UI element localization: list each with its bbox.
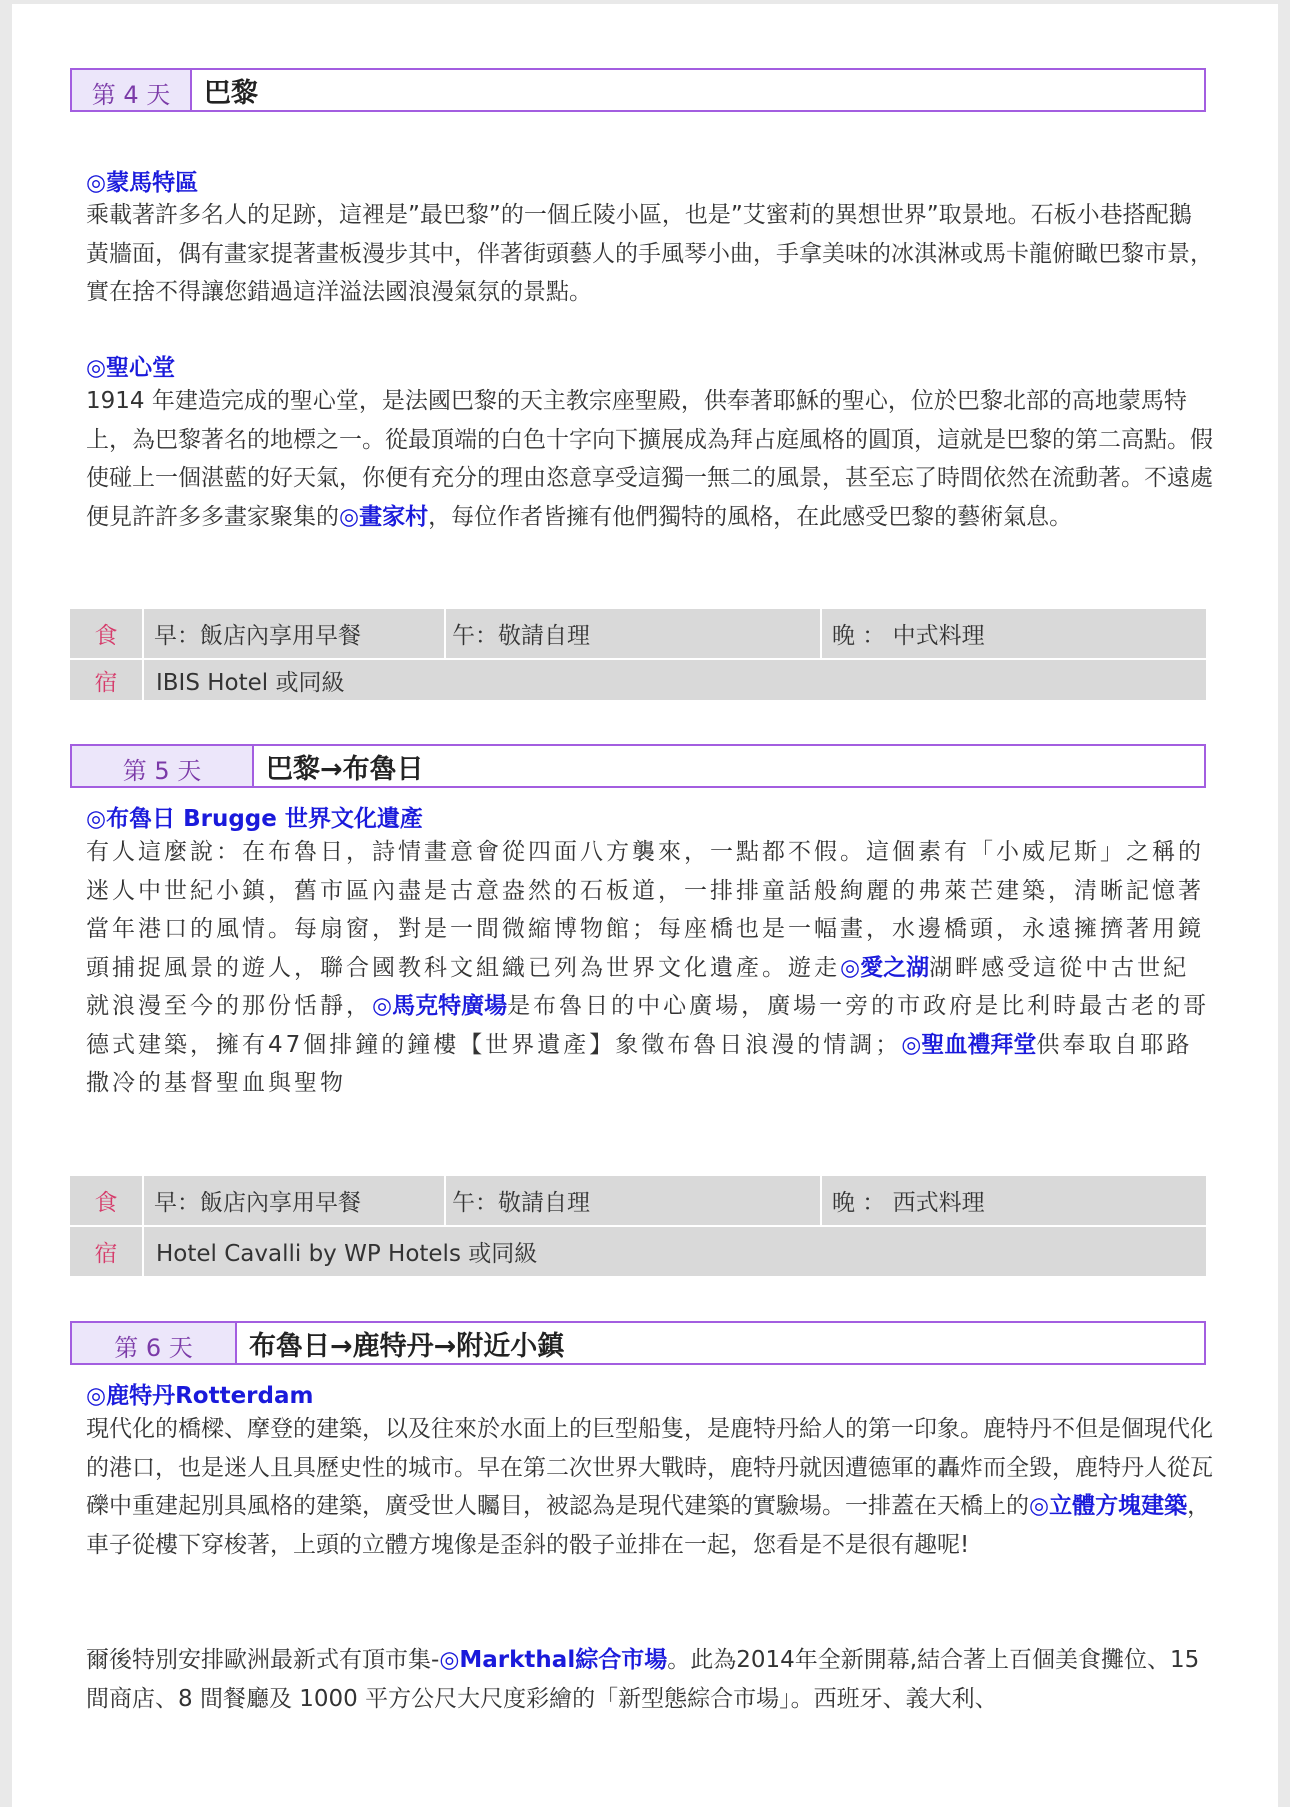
dinner: 晚 ： 中式料理 bbox=[832, 623, 985, 649]
day-label: 第 5 天 bbox=[72, 746, 254, 786]
meal-label: 食 bbox=[70, 1176, 144, 1225]
itinerary-page bbox=[12, 4, 1278, 1807]
breakfast: 早：飯店內享用早餐 bbox=[144, 609, 446, 658]
breakfast: 早：飯店內享用早餐 bbox=[144, 1176, 446, 1225]
meal-table bbox=[70, 1176, 1206, 1276]
day-title: 巴黎→布魯日 bbox=[266, 753, 424, 785]
day-label: 第 6 天 bbox=[72, 1323, 237, 1363]
highlight-link: ◎愛之湖 bbox=[840, 954, 930, 981]
day-title: 布魯日→鹿特丹→附近小鎮 bbox=[249, 1330, 565, 1362]
lunch: 午：敬請自理 bbox=[446, 1176, 822, 1225]
dinner: 晚 ： 西式料理 bbox=[832, 1190, 985, 1216]
section-text: 現代化的橋樑、摩登的建築，以及往來於水面上的巨型船隻，是鹿特丹給人的第一印象。鹿特丹不但是個現代化的港口，也是迷人且具歷史性的城市。早在第二次世界大戰時，鹿特丹就因遭德軍的轟炸而全毀，鹿特丹人從瓦礫中重建起別具風格的建築，廣受世人矚目，被認為是現代建築的實驗場。一排蓋在天橋上的◎立體方塊建築，車子從樓下穿梭著，上頭的立體方塊像是歪斜的骰子並排在一起，您看是不是很有趣呢! bbox=[86, 1416, 1213, 1558]
section-heading: ◎布魯日 Brugge 世界文化遺產 bbox=[86, 806, 423, 832]
day-4-header bbox=[70, 68, 1206, 112]
day-title: 巴黎 bbox=[204, 77, 258, 109]
highlight-link: ◎畫家村 bbox=[339, 503, 429, 530]
section-text: 爾後特別安排歐洲最新式有頂市集-◎Markthal綜合市場。此為2014年全新開幕,結合著上百個美食攤位、15 間商店、8 間餐廳及 1000 平方公尺大尺度彩繪的「新型態綜合市場」。西班牙、義大利、 bbox=[86, 1647, 1200, 1712]
section-heading: ◎聖心堂 bbox=[86, 355, 176, 381]
day-5-header bbox=[70, 744, 1206, 788]
hotel-name: Hotel Cavalli by WP Hotels 或同級 bbox=[156, 1241, 538, 1267]
meal-table bbox=[70, 609, 1206, 700]
section-text: 有人這麼說：在布魯日，詩情畫意會從四面八方襲來，一點都不假。這個素有「小威尼斯」之稱的迷人中世紀小鎮，舊市區內盡是古意盎然的石板道，一排排童話般絢麗的弗萊芒建築，清晰記憶著當年港口的風情。每扇窗，對是一間微縮博物館；每座橋也是一幅畫，水邊橋頭，永遠擁擠著用鏡頭捕捉風景的遊人，聯合國教科文組織已列為世界文化遺產。遊走◎愛之湖湖畔感受這從中古世紀就浪漫至今的那份恬靜，◎馬克特廣場是布魯日的中心廣場，廣場一旁的市政府是比利時最古老的哥德式建築，擁有47個排鐘的鐘樓【世界遺產】象徵布魯日浪漫的情調；◎聖血禮拜堂供奉取自耶路撒冷的基督聖血與聖物 bbox=[86, 839, 1210, 1096]
hotel-label: 宿 bbox=[70, 660, 144, 700]
hotel-label: 宿 bbox=[70, 1227, 144, 1276]
highlight-link: ◎立體方塊建築 bbox=[1029, 1493, 1188, 1519]
day-6-header bbox=[70, 1321, 1206, 1365]
highlight-link: ◎Markthal綜合市場 bbox=[439, 1647, 668, 1673]
hotel-name: IBIS Hotel 或同級 bbox=[156, 669, 345, 696]
highlight-link: ◎馬克特廣場 bbox=[372, 993, 508, 1019]
section-text: 乘載著許多名人的足跡，這裡是”最巴黎”的一個丘陵小區，也是”艾蜜莉的異想世界”取景地。石板小巷搭配鵝黃牆面，偶有畫家提著畫板漫步其中，伴著街頭藝人的手風琴小曲，手拿美味的冰淇淋或馬卡龍俯瞰巴黎市景，實在捨不得讓您錯過這洋溢法國浪漫氣氛的景點。 bbox=[86, 202, 1213, 305]
meal-label: 食 bbox=[70, 609, 144, 658]
section-heading: ◎鹿特丹Rotterdam bbox=[86, 1383, 314, 1409]
section-heading: ◎蒙馬特區 bbox=[86, 170, 199, 196]
day-label: 第 4 天 bbox=[72, 70, 192, 110]
highlight-link: ◎聖血禮拜堂 bbox=[901, 1031, 1037, 1058]
section-text: 1914 年建造完成的聖心堂，是法國巴黎的天主教宗座聖殿，供奉著耶穌的聖心，位於巴黎北部的高地蒙馬特上，為巴黎著名的地標之一。從最頂端的白色十字向下擴展成為拜占庭風格的圓頂，這就是巴黎的第二高點。假使碰上一個湛藍的好天氣，你便有充分的理由恣意享受這獨一無二的風景，甚至忘了時間依然在流動著。不遠處便見許許多多畫家聚集的◎畫家村，每位作者皆擁有他們獨特的風格，在此感受巴黎的藝術氣息。 bbox=[86, 388, 1213, 530]
lunch: 午：敬請自理 bbox=[446, 609, 822, 658]
